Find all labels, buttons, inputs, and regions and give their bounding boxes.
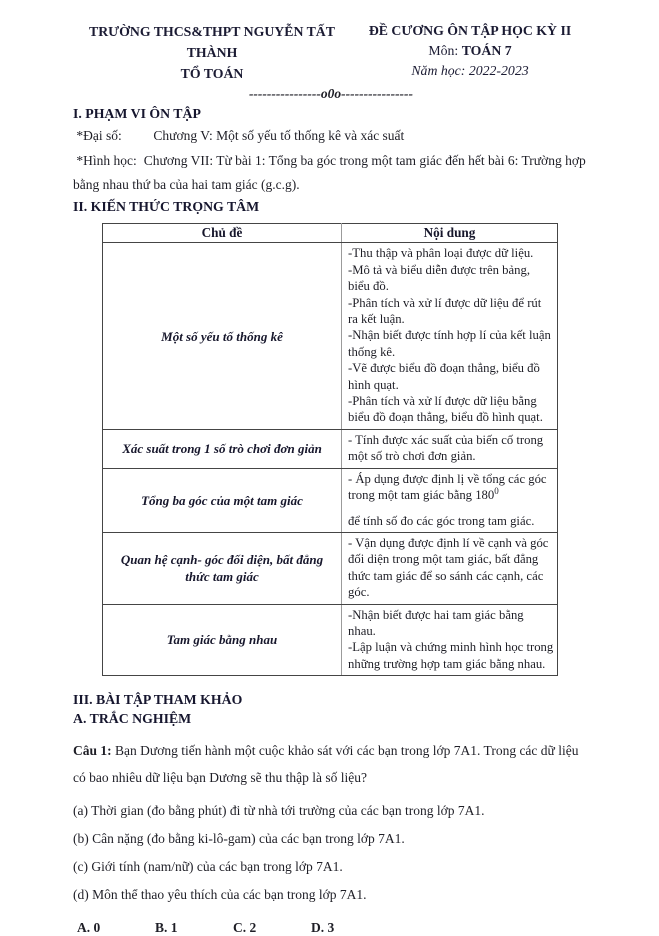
content-line: - Áp dụng được định lị về tổng các góc trong một tam giác bằng $180^0$: [348, 471, 547, 503]
question-1-text: Bạn Dương tiến hành một cuộc khảo sát với các bạn trong lớp 7A1. Trong các dữ liệu có bao nhiêu dữ liệu bạn Dương sẽ thu thập là số liệu?: [73, 743, 579, 786]
multiple-choice-heading: A. TRẮC NGHIỆM: [73, 711, 192, 727]
content-line: -Mô tả và biểu diễn được trên bảng, biểu đồ.: [348, 262, 530, 294]
title-block: [351, 21, 589, 84]
topic-cell: Quan hệ cạnh- góc đối diện, bất đẳng thức tam giác: [103, 532, 342, 604]
school-block: [73, 21, 351, 84]
section-2-heading: II. KIẾN THỨC TRỌNG TÂM: [73, 199, 260, 214]
knowledge-table-body: [103, 243, 558, 676]
question-option: (d) Môn thể thao yêu thích của các bạn trong lớp 7A1.: [73, 887, 367, 903]
geometry-label: *Hình học:: [76, 153, 137, 168]
knowledge-table-head: [103, 224, 558, 243]
content-cell: [342, 468, 558, 532]
question-option: (b) Cân nặng (đo bằng ki-lô-gam) của các bạn trong lớp 7A1.: [73, 831, 405, 847]
geometry-scope-line: [73, 149, 589, 197]
section-1-heading: I. PHẠM VI ÔN TẬP: [73, 106, 201, 121]
content-line: -Phân tích và xử lí được dữ liệu bằng biểu đồ đoạn thẳng, biểu đồ hình quạt.: [348, 394, 543, 425]
geometry-text: Chương VII: Từ bài 1: Tổng ba góc trong một tam giác đến hết bài 6: Trường hợp bằng nhau thứ ba của hai tam giác (g.c.g).: [73, 153, 586, 192]
content-line: - Tính được xác suất của biến cố trong một số trò chơi đơn giản.: [348, 432, 544, 464]
content-cell: [342, 243, 558, 429]
table-row: [103, 429, 558, 468]
answer-choice: A. 0: [77, 920, 101, 936]
content-cell: [342, 604, 558, 676]
subject-line: [351, 41, 589, 61]
column-header-topic: Chủ đề: [103, 224, 342, 243]
content-line: -Nhận biết được tính hợp lí của kết luận thống kê.: [348, 328, 551, 359]
table-header-row: [103, 224, 558, 243]
table-row: [103, 604, 558, 676]
algebra-label: *Đại số:: [76, 128, 122, 143]
answer-choice: B. 1: [155, 920, 178, 936]
knowledge-table: [102, 223, 558, 676]
school-department: TỔ TOÁN: [180, 66, 244, 81]
content-line: -Thu thập và phân loại được dữ liệu.: [348, 246, 534, 261]
column-header-content: Nội dung: [342, 224, 558, 243]
topic-cell: Xác suất trong 1 số trò chơi đơn giản: [103, 429, 342, 468]
table-row: [103, 243, 558, 429]
algebra-scope-line: [73, 124, 589, 148]
question-option: (c) Giới tính (nam/nữ) của các bạn trong lớp 7A1.: [73, 859, 343, 875]
answer-choice: D. 3: [311, 920, 335, 936]
subject-label: Môn:: [428, 43, 462, 58]
school-year: Năm học: 2022-2023: [411, 63, 529, 78]
topic-cell: Tổng ba góc của một tam giác: [103, 468, 342, 532]
section-3-heading: III. BÀI TẬP THAM KHẢO: [73, 692, 243, 708]
answer-row: [73, 920, 589, 936]
document-title: ĐỀ CƯƠNG ÔN TẬP HỌC KỲ II: [368, 23, 572, 38]
ornament-divider: ----------------o0o----------------: [248, 86, 414, 101]
content-line: để tính số đo các góc trong tam giác.: [348, 513, 535, 528]
content-line: -Lập luận và chứng minh hình học trong những trường hợp tam giác bằng nhau.: [348, 640, 554, 671]
table-row: [103, 468, 558, 532]
content-cell: [342, 429, 558, 468]
option-list: [73, 803, 589, 903]
answer-choice: C. 2: [233, 920, 257, 936]
school-name: TRƯỜNG THCS&THPT NGUYỄN TẤT THÀNH: [89, 24, 335, 60]
question-option: (a) Thời gian (đo bằng phút) đi từ nhà tới trường của các bạn trong lớp 7A1.: [73, 803, 485, 819]
content-line: -Phân tích và xử lí được dữ liệu để rút ra kết luận.: [348, 295, 542, 327]
table-row: [103, 532, 558, 604]
content-line: -Vẽ được biểu đồ đoạn thẳng, biểu đồ hình quạt.: [348, 361, 540, 392]
document-header: [73, 21, 589, 84]
topic-cell: Một số yếu tố thống kê: [103, 243, 342, 429]
content-line: -Nhận biết được hai tam giác bằng nhau.: [348, 607, 524, 638]
algebra-text: Chương V: Một số yếu tố thống kê và xác suất: [153, 128, 405, 143]
question-1: [73, 737, 589, 791]
content-cell: [342, 532, 558, 604]
subject-value: TOÁN 7: [461, 43, 512, 58]
question-1-label: Câu 1:: [73, 743, 112, 759]
content-line: - Vận dụng được định lí về cạnh và góc đối diện trong một tam giác, bất đẳng thức tam giác để so sánh các cạnh, các góc.: [348, 535, 549, 600]
superscript: 0: [494, 485, 499, 496]
topic-cell: Tam giác bằng nhau: [103, 604, 342, 676]
